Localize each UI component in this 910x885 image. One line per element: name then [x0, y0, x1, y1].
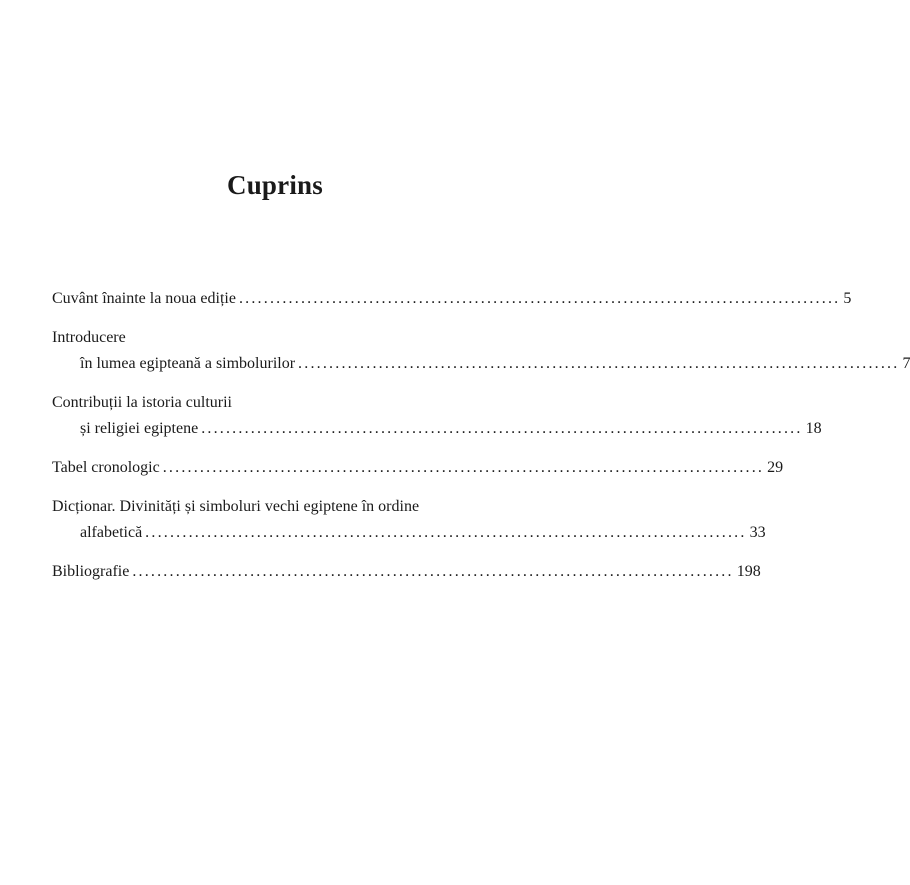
toc-leader-dots: ................................................................................................. — [298, 355, 900, 372]
toc-line — [52, 325, 515, 351]
toc-entry-title-continued: alfabetică — [80, 524, 143, 541]
toc-line — [52, 286, 852, 312]
toc-entry — [52, 286, 852, 312]
toc-leader-dots: ................................................................................................. — [132, 563, 734, 580]
toc-line — [52, 390, 515, 416]
toc-line — [52, 351, 910, 377]
toc-leader-dots: ................................................................................................. — [145, 524, 747, 541]
toc-entry-title-continued: în lumea egipteană a simbolurilor — [80, 355, 296, 372]
toc-entry-title: Bibliografie — [52, 563, 130, 580]
toc-page-number: 33 — [749, 524, 766, 541]
toc-entry — [52, 455, 784, 481]
page-title: Cuprins — [227, 170, 323, 200]
toc-line — [52, 416, 822, 442]
toc-leader-dots: ................................................................................................. — [238, 290, 841, 307]
toc-line — [52, 520, 766, 546]
table-of-contents — [52, 286, 910, 598]
toc-line — [52, 455, 784, 481]
toc-entry-title: Tabel cronologic — [52, 459, 160, 476]
toc-entry-title: Cuvânt înainte la noua ediție — [52, 290, 236, 307]
toc-page-number: 7 — [902, 355, 910, 372]
toc-page-number: 198 — [736, 563, 761, 580]
toc-line — [52, 494, 515, 520]
toc-entry-title: Contribuții la istoria culturii — [52, 394, 232, 411]
toc-page-number: 29 — [767, 459, 784, 476]
toc-entry — [52, 559, 761, 585]
toc-entry-title: Dicționar. Divinități și simboluri vechi egiptene în ordine — [52, 498, 420, 515]
toc-page-number: 18 — [805, 420, 822, 437]
toc-line — [52, 559, 761, 585]
toc-entry-title-continued: și religiei egiptene — [80, 420, 199, 437]
toc-entry — [52, 494, 766, 546]
toc-page-number: 5 — [843, 290, 852, 307]
toc-entry — [52, 390, 822, 442]
toc-entry — [52, 325, 910, 377]
toc-leader-dots: ................................................................................................. — [201, 420, 803, 437]
toc-leader-dots: ................................................................................................. — [162, 459, 765, 476]
toc-entry-title: Introducere — [52, 329, 126, 346]
